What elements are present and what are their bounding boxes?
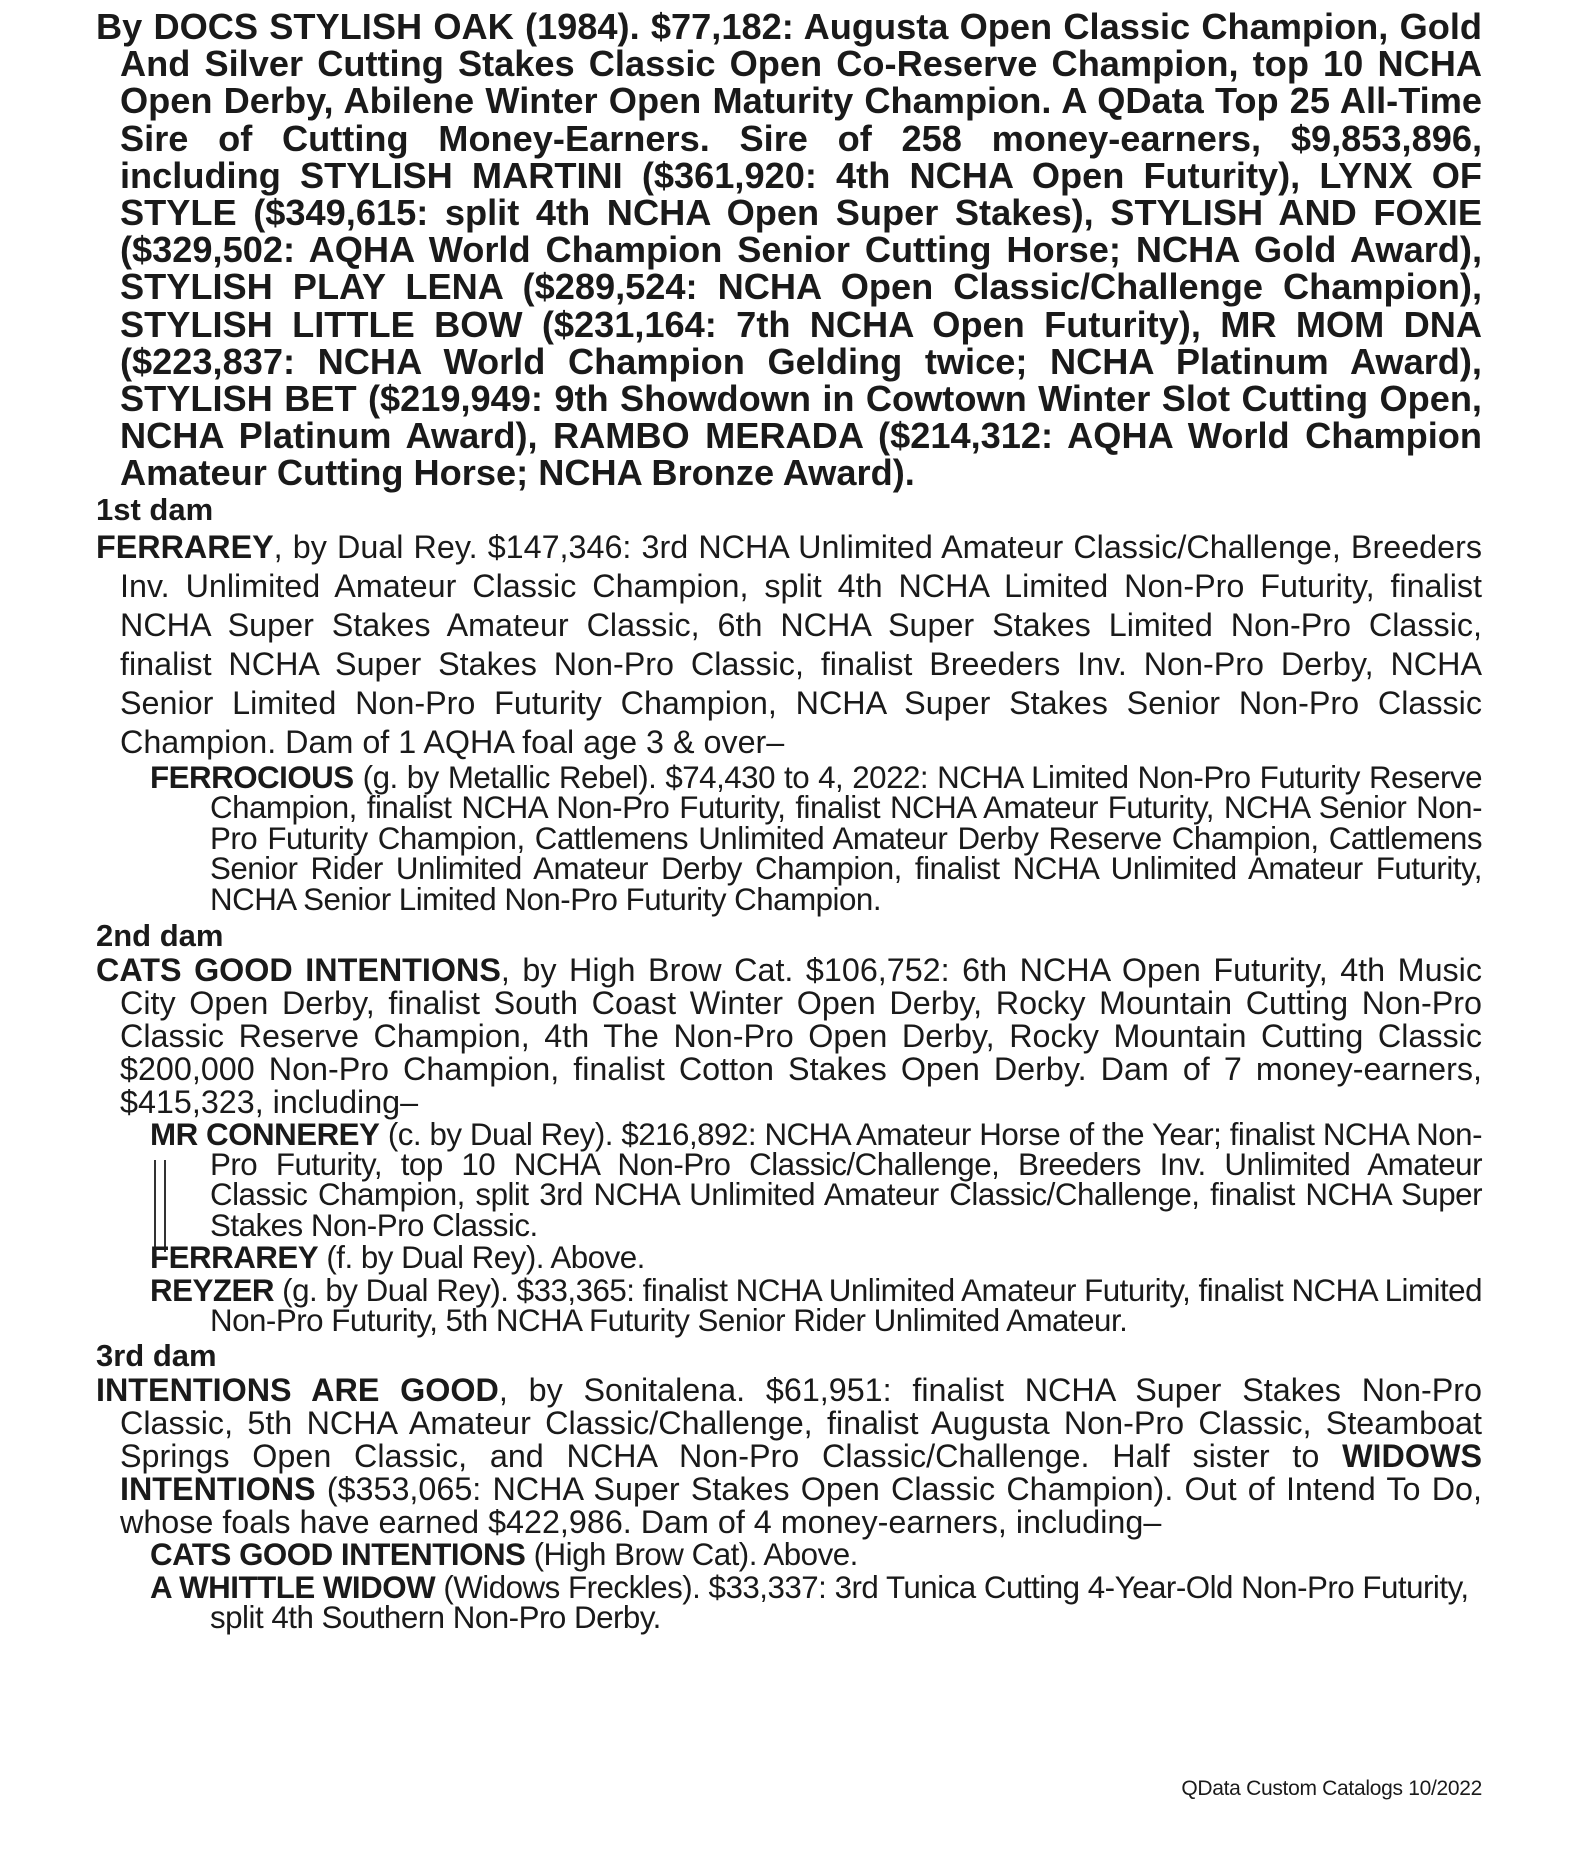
produce-entry [150, 1240, 1482, 1276]
first-dam-heading: 1st dam [96, 491, 214, 527]
third-dam-desc-b: ($353,065: NCHA Super Stakes Open Classic Champion). Out of Intend To Do, whose foals have earned $422,986. Dam of 4 money-earners, including– [120, 1471, 1482, 1541]
produce-desc: (g. by Metallic Rebel). $74,430 to 4, 2022: NCHA Limited Non-Pro Futurity Reserve Champion, finalist NCHA Non-Pro Futurity, finalist NCHA Amateur Futurity, NCHA Senior Non-Pro Futurity Champion, Cattlemens Unlimited Amateur Derby Reserve Champion, Cattlemens Senior Rider Unlimited Amateur Derby Champion, finalist NCHA Unlimited Amateur Futurity, NCHA Senior Limited Non-Pro Futurity Champion. [210, 759, 1482, 918]
pedigree-page [96, 8, 1482, 1636]
second-dam-desc: , by High Brow Cat. $106,752: 6th NCHA Open Futurity, 4th Music City Open Derby, finalist South Coast Winter Open Derby, Rocky Mountain Cutting Non-Pro Classic Reserve Champion, 4th The Non-Pro Open Derby, Rocky Mountain Cutting Classic $200,000 Non-Pro Champion, finalist Cotton Stakes Open Derby. Dam of 7 money-earners, $415,323, including– [120, 951, 1482, 1120]
produce-desc: (g. by Dual Rey). $33,365: finalist NCHA Unlimited Amateur Futurity, finalist NCHA Limited Non-Pro Futurity, 5th NCHA Futurity Senior Rider Unlimited Amateur. [210, 1272, 1482, 1339]
produce-desc: (Widows Freckles). $33,337: 3rd Tunica Cutting 4-Year-Old Non-Pro Futurity, split 4th Southern Non-Pro Derby. [210, 1569, 1469, 1636]
produce-entry [150, 759, 1482, 918]
produce-name: A WHITTLE WIDOW [150, 1569, 436, 1605]
half-sibling-name: WIDOWS INTENTIONS [120, 1438, 1482, 1508]
third-dam-desc-a: , by Sonitalena. $61,951: finalist NCHA Super Stakes Non-Pro Classic, 5th NCHA Amateur Classic/Challenge, finalist Augusta Non-Pro Classic, Steamboat Springs Open Classic, and NCHA Non-Pro Classic/Challenge. Half sister to [120, 1372, 1482, 1475]
third-dam-name: INTENTIONS ARE GOOD [96, 1372, 499, 1409]
first-dam-name: FERRAREY [96, 528, 274, 565]
produce-desc: (f. by Dual Rey). Above. [318, 1240, 645, 1276]
produce-name: REYZER [150, 1272, 274, 1308]
produce-name: MR CONNEREY [150, 1116, 380, 1152]
first-dam-desc: , by Dual Rey. $147,346: 3rd NCHA Unlimited Amateur Classic/Challenge, Breeders Inv. Unlimited Amateur Classic Champion, split 4th NCHA Limited Non-Pro Futurity, finalist NCHA Super Stakes Amateur Classic, 6th NCHA Super Stakes Limited Non-Pro Classic, finalist NCHA Super Stakes Non-Pro Classic, finalist Breeders Inv. Non-Pro Derby, NCHA Senior Limited Non-Pro Futurity Champion, NCHA Super Stakes Senior Non-Pro Classic Champion. Dam of 1 AQHA foal age 3 & over– [120, 528, 1482, 760]
second-dam-heading: 2nd dam [96, 917, 224, 953]
third-dam-heading: 3rd dam [96, 1338, 217, 1374]
sire-paragraph: By DOCS STYLISH OAK (1984). $77,182: Augusta Open Classic Champion, Gold And Silver Cutting Stakes Classic Open Co-Reserve Champion, top 10 NCHA Open Derby, Abilene Winter Open Maturity Champion. A QData Top 25 All-Time Sire of Cutting Money-Earners. Sire of 258 money-earners, $9,853,896, including STYLISH MARTINI ($361,920: 4th NCHA Open Futurity), LYNX OF STYLE ($349,615: split 4th NCHA Open Super Stakes), STYLISH AND FOXIE ($329,502: AQHA World Champion Senior Cutting Horse; NCHA Gold Award), STYLISH PLAY LENA ($289,524: NCHA Open Classic/Challenge Champion), STYLISH LITTLE BOW ($231,164: 7th NCHA Open Futurity), MR MOM DNA ($223,837: NCHA World Champion Gelding twice; NCHA Platinum Award), STYLISH BET ($219,949: 9th Showdown in Cowtown Winter Slot Cutting Open, NCHA Platinum Award), RAMBO MERADA ($214,312: AQHA World Champion Amateur Cutting Horse; NCHA Bronze Award). [96, 6, 1482, 494]
stallion-bar-mark [154, 1160, 166, 1252]
produce-desc: (c. by Dual Rey). $216,892: NCHA Amateur Horse of the Year; finalist NCHA Non-Pro Futurity, top 10 NCHA Non-Pro Classic/Challenge, Breeders Inv. Unlimited Amateur Classic Champion, split 3rd NCHA Unlimited Amateur Classic/Challenge, finalist NCHA Super Stakes Non-Pro Classic. [210, 1116, 1482, 1243]
produce-name: FERRAREY [150, 1240, 319, 1276]
produce-name: CATS GOOD INTENTIONS [150, 1537, 526, 1573]
produce-entry [150, 1537, 1482, 1573]
produce-desc: (High Brow Cat). Above. [525, 1537, 858, 1573]
produce-entry [150, 1569, 1482, 1636]
second-dam-paragraph [96, 951, 1482, 1120]
first-dam-paragraph [96, 528, 1482, 762]
produce-entry [150, 1272, 1482, 1339]
second-dam-name: CATS GOOD INTENTIONS [96, 951, 501, 988]
produce-entry [150, 1116, 1482, 1243]
third-dam-paragraph [96, 1374, 1482, 1539]
footer-credit: QData Custom Catalogs 10/2022 [1181, 1777, 1482, 1800]
produce-name: FERROCIOUS [150, 759, 354, 795]
